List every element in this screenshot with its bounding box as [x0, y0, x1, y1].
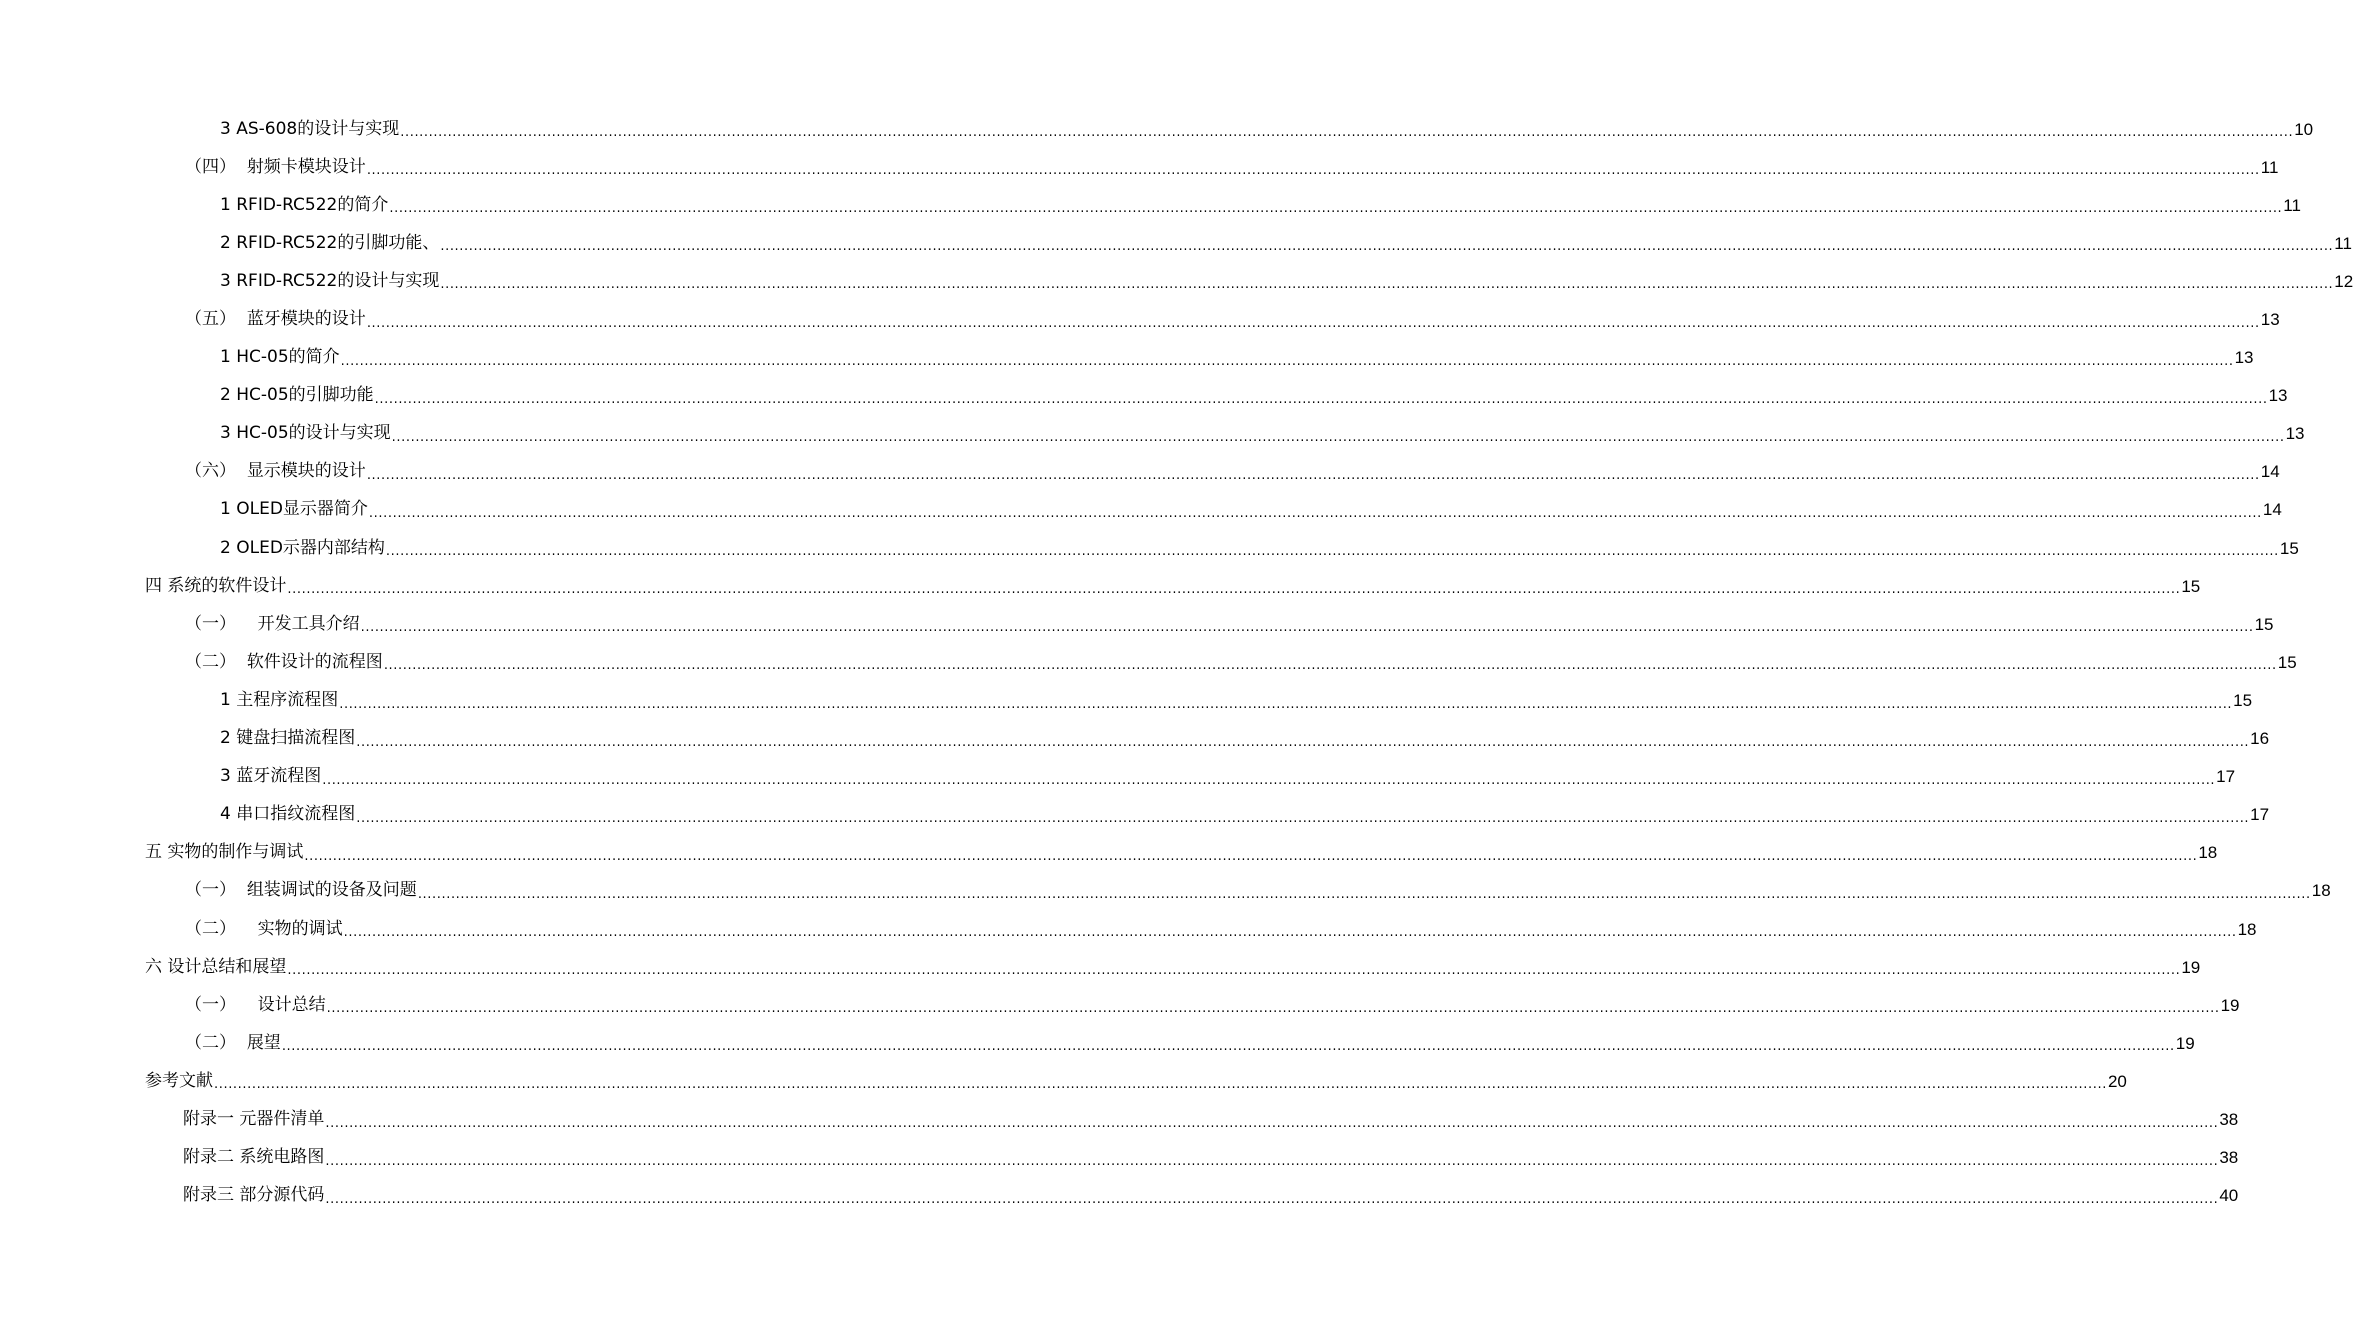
- toc-entry-number: 3: [220, 270, 237, 291]
- toc-entry-title: 蓝牙模块的设计: [246, 309, 366, 330]
- toc-entry[interactable]: [0, 567, 2201, 605]
- toc-entry-page-number: 14: [2260, 462, 2280, 482]
- toc-entry-number: （六）: [185, 461, 247, 482]
- toc-entry[interactable]: [0, 491, 2282, 529]
- toc-entry-page-number: 38: [2219, 1109, 2239, 1129]
- toc-entry-number: （一）: [185, 613, 258, 634]
- toc-entry-number: （二）: [185, 918, 258, 939]
- toc-entry-title: HC-05的简介: [236, 347, 340, 368]
- toc-entry-title: OLED显示器简介: [236, 499, 368, 520]
- toc-entry[interactable]: [0, 339, 2254, 377]
- toc-entry-number: 1: [220, 347, 237, 368]
- toc-entry-number: （五）: [185, 309, 247, 330]
- toc-entry[interactable]: [0, 872, 2331, 910]
- toc-entry[interactable]: [0, 948, 2201, 986]
- toc-entry[interactable]: [0, 605, 2274, 643]
- toc-entry-number: （一）: [185, 994, 258, 1015]
- toc-entry-title: 键盘扫描流程图: [236, 728, 356, 749]
- toc-entry-page-number: 19: [2175, 1033, 2195, 1053]
- toc-entry[interactable]: [0, 1139, 2239, 1177]
- toc-entry-number: （一）: [185, 880, 247, 901]
- toc-entry[interactable]: [0, 834, 2218, 872]
- toc-entry-page-number: 16: [2250, 729, 2270, 749]
- toc-entry[interactable]: [0, 1024, 2195, 1062]
- toc-entry-number: （二）: [185, 1032, 247, 1053]
- toc-entry-page-number: 20: [2107, 1071, 2127, 1091]
- toc-entry[interactable]: [0, 453, 2280, 491]
- toc-entry[interactable]: [0, 758, 2236, 796]
- toc-entry-title: 主程序流程图: [236, 689, 339, 710]
- toc-dot-leader: ................................................................................................................................................................................................................................................................................................................................................................................................................: [339, 696, 2233, 712]
- toc-entry-title: RFID-RC522的引脚功能、: [236, 232, 440, 253]
- toc-entry-number: 附录三: [183, 1185, 240, 1206]
- toc-entry-number: 2: [220, 537, 237, 558]
- toc-entry-title: OLED示器内部结构: [236, 537, 385, 558]
- toc-entry[interactable]: [0, 529, 2299, 567]
- toc-entry-title: RFID-RC522的设计与实现: [236, 270, 440, 291]
- toc-entry-title: 元器件清单: [239, 1108, 325, 1129]
- toc-entry[interactable]: [0, 1100, 2239, 1138]
- toc-dot-leader: ................................................................................................................................................................................................................................................................................................................................................................................................................: [356, 734, 2250, 750]
- toc-entry-title: 设计总结: [257, 994, 326, 1015]
- toc-entry-title: AS-608的设计与实现: [236, 118, 400, 139]
- toc-entry-title: 开发工具介绍: [257, 613, 360, 634]
- toc-entry[interactable]: [0, 986, 2240, 1024]
- toc-entry-title: 显示模块的设计: [246, 461, 366, 482]
- toc-entry[interactable]: [0, 377, 2288, 415]
- toc-entry-number: 附录二: [183, 1147, 240, 1168]
- toc-entry-page-number: 11: [2283, 195, 2301, 215]
- toc-entry-title: 实物的调试: [257, 918, 343, 939]
- toc-entry-title: 实物的制作与调试: [167, 842, 304, 863]
- toc-entry-page-number: 15: [2277, 652, 2297, 672]
- toc-entry-number: 2: [220, 728, 237, 749]
- toc-entry-number: 2: [220, 232, 237, 253]
- toc-entry-number: 3: [220, 118, 237, 139]
- toc-entry-page-number: 17: [2216, 767, 2236, 787]
- toc-entry-number: 1: [220, 689, 237, 710]
- toc-entry-title: 部分源代码: [239, 1185, 325, 1206]
- toc-dot-leader: ................................................................................................................................................................................................................................................................................................................................................................................................................: [325, 1115, 2219, 1131]
- toc-entry-page-number: 13: [2234, 348, 2254, 368]
- toc-entry[interactable]: [0, 300, 2280, 338]
- toc-entry-title: 展望: [246, 1032, 281, 1053]
- toc-dot-leader: ................................................................................................................................................................................................................................................................................................................................................................................................................: [343, 925, 2237, 941]
- toc-dot-leader: ................................................................................................................................................................................................................................................................................................................................................................................................................: [389, 201, 2283, 217]
- toc-entry-page-number: 13: [2260, 310, 2280, 330]
- toc-entry-title: 软件设计的流程图: [246, 651, 383, 672]
- toc-entry-page-number: 14: [2262, 500, 2282, 520]
- toc-dot-leader: ................................................................................................................................................................................................................................................................................................................................................................................................................: [322, 772, 2216, 788]
- toc-entry-page-number: 40: [2219, 1186, 2239, 1206]
- toc-entry-page-number: 19: [2181, 957, 2201, 977]
- toc-entry-number: 1: [220, 194, 237, 215]
- toc-entry-number: 3: [220, 423, 237, 444]
- toc-entry-number: 四: [145, 575, 168, 596]
- toc-entry[interactable]: [0, 1062, 2127, 1100]
- toc-entry[interactable]: [0, 681, 2253, 719]
- toc-dot-leader: ................................................................................................................................................................................................................................................................................................................................................................................................................: [385, 544, 2279, 560]
- toc-dot-leader: ................................................................................................................................................................................................................................................................................................................................................................................................................: [214, 1077, 2107, 1093]
- toc-entry-number: 2: [220, 385, 237, 406]
- toc-entry-page-number: 18: [2237, 919, 2257, 939]
- toc-entry[interactable]: [0, 910, 2257, 948]
- toc-entry[interactable]: [0, 796, 2270, 834]
- toc-entry[interactable]: [0, 1177, 2239, 1215]
- table-of-contents: [0, 110, 2353, 1215]
- toc-entry-page-number: 17: [2250, 805, 2270, 825]
- toc-entry-title: 设计总结和展望: [167, 956, 287, 977]
- toc-entry-title: 蓝牙流程图: [236, 766, 322, 787]
- toc-entry[interactable]: [0, 186, 2301, 224]
- toc-entry-number: （四）: [185, 156, 247, 177]
- toc-entry-page-number: 18: [2198, 843, 2218, 863]
- toc-dot-leader: ................................................................................................................................................................................................................................................................................................................................................................................................................: [368, 506, 2262, 522]
- toc-entry-number: 六: [145, 956, 168, 977]
- toc-dot-leader: ................................................................................................................................................................................................................................................................................................................................................................................................................: [340, 353, 2234, 369]
- toc-entry-page-number: 15: [2254, 614, 2274, 634]
- toc-entry-title: 系统电路图: [239, 1147, 325, 1168]
- toc-dot-leader: ................................................................................................................................................................................................................................................................................................................................................................................................................: [281, 1039, 2175, 1055]
- toc-dot-leader: ................................................................................................................................................................................................................................................................................................................................................................................................................: [417, 886, 2311, 902]
- toc-dot-leader: ................................................................................................................................................................................................................................................................................................................................................................................................................: [391, 429, 2285, 445]
- toc-entry-number: 附录一: [183, 1108, 240, 1129]
- toc-dot-leader: ................................................................................................................................................................................................................................................................................................................................................................................................................: [374, 391, 2268, 407]
- toc-entry-page-number: 12: [2334, 271, 2353, 291]
- toc-dot-leader: ................................................................................................................................................................................................................................................................................................................................................................................................................: [366, 163, 2260, 179]
- toc-entry-number: 五: [145, 842, 168, 863]
- toc-dot-leader: ................................................................................................................................................................................................................................................................................................................................................................................................................: [383, 658, 2277, 674]
- toc-entry[interactable]: [0, 643, 2297, 681]
- toc-entry[interactable]: [0, 262, 2353, 300]
- toc-entry-title: HC-05的设计与实现: [236, 423, 391, 444]
- toc-dot-leader: ................................................................................................................................................................................................................................................................................................................................................................................................................: [400, 125, 2294, 141]
- toc-entry-number: 1: [220, 499, 237, 520]
- toc-dot-leader: ................................................................................................................................................................................................................................................................................................................................................................................................................: [326, 1001, 2220, 1017]
- toc-entry[interactable]: [0, 415, 2305, 453]
- toc-entry-page-number: 15: [2181, 576, 2201, 596]
- toc-entry-page-number: 11: [2260, 157, 2279, 177]
- toc-entry-title: HC-05的引脚功能: [236, 385, 374, 406]
- toc-dot-leader: ................................................................................................................................................................................................................................................................................................................................................................................................................: [440, 277, 2334, 293]
- toc-dot-leader: ................................................................................................................................................................................................................................................................................................................................................................................................................: [287, 963, 2181, 979]
- toc-entry-title: 组装调试的设备及问题: [246, 880, 417, 901]
- toc-dot-leader: ................................................................................................................................................................................................................................................................................................................................................................................................................: [356, 810, 2250, 826]
- toc-entry-page-number: 18: [2311, 881, 2331, 901]
- toc-dot-leader: ................................................................................................................................................................................................................................................................................................................................................................................................................: [325, 1191, 2219, 1207]
- toc-entry-title: RFID-RC522的简介: [236, 194, 389, 215]
- toc-entry-title: 系统的软件设计: [167, 575, 287, 596]
- toc-entry-number: 3: [220, 766, 237, 787]
- toc-entry-title: 串口指纹流程图: [236, 804, 356, 825]
- toc-entry-page-number: 15: [2233, 690, 2253, 710]
- toc-entry-page-number: 13: [2285, 424, 2305, 444]
- toc-entry-number: 4: [220, 804, 237, 825]
- toc-entry-title: 参考文献: [145, 1070, 213, 1091]
- toc-dot-leader: ................................................................................................................................................................................................................................................................................................................................................................................................................: [366, 315, 2260, 331]
- toc-entry-title: 射频卡模块设计: [246, 156, 366, 177]
- toc-dot-leader: ................................................................................................................................................................................................................................................................................................................................................................................................................: [325, 1153, 2219, 1169]
- toc-entry-page-number: 13: [2268, 386, 2288, 406]
- toc-entry-page-number: 11: [2334, 233, 2352, 253]
- toc-dot-leader: ................................................................................................................................................................................................................................................................................................................................................................................................................: [440, 239, 2334, 255]
- toc-entry[interactable]: [0, 148, 2279, 186]
- toc-entry-page-number: 10: [2294, 119, 2314, 139]
- toc-entry[interactable]: [0, 224, 2352, 262]
- toc-dot-leader: ................................................................................................................................................................................................................................................................................................................................................................................................................: [287, 582, 2181, 598]
- toc-dot-leader: ................................................................................................................................................................................................................................................................................................................................................................................................................: [360, 620, 2254, 636]
- toc-entry[interactable]: [0, 110, 2314, 148]
- toc-entry-page-number: 19: [2220, 995, 2240, 1015]
- toc-entry[interactable]: [0, 720, 2270, 758]
- toc-dot-leader: ................................................................................................................................................................................................................................................................................................................................................................................................................: [366, 467, 2260, 483]
- toc-dot-leader: ................................................................................................................................................................................................................................................................................................................................................................................................................: [304, 848, 2198, 864]
- toc-entry-number: （二）: [185, 651, 247, 672]
- toc-entry-page-number: 15: [2279, 538, 2299, 558]
- toc-entry-page-number: 38: [2219, 1148, 2239, 1168]
